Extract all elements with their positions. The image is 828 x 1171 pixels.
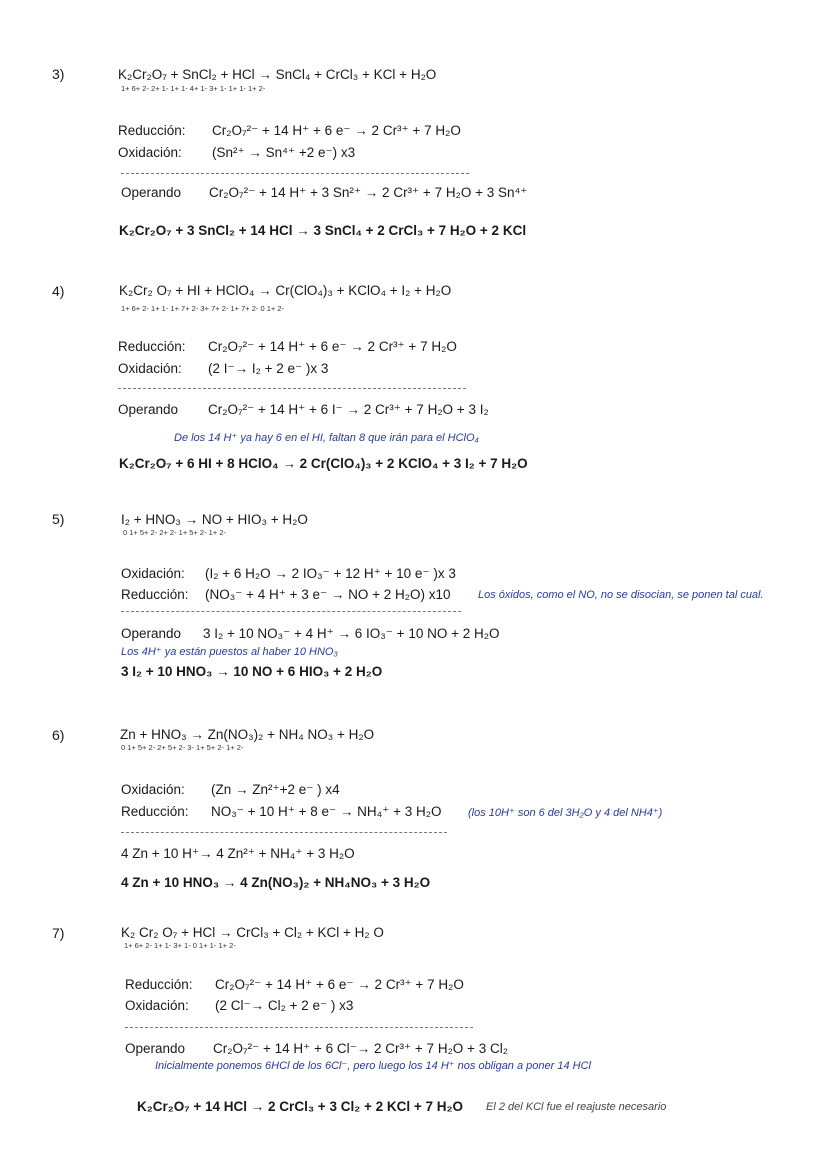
operando-label: Operando [125,1041,186,1056]
oxidation-states: 0 1+ 5+ 2- 2+ 2- 1+ 5+ 2- 1+ 2- [123,528,226,537]
section-number: 6) [52,727,65,743]
separator-line [121,611,461,612]
operando-eq: Cr₂O₇²⁻ + 14 H⁺ + 6 I⁻ → 2 Cr³⁺ + 7 H₂O + 3 I₂ [208,402,489,417]
reaction-equation: K₂ Cr₂ O₇ + HCl → CrCl₃ + Cl₂ + KCl + H₂ O [121,925,384,940]
operando-equation [121,185,527,201]
section-number: 7) [52,925,65,941]
explanatory-note: De los 14 H⁺ ya hay 6 en el HI, faltan 8 que irán para el HClO₄ [174,432,479,444]
reaction-equation: K₂Cr₂ O₇ + HI + HClO₄ → Cr(ClO₄)₃ + KClO₄ + I₂ + H₂O [119,283,452,298]
half-equation: (2 Cl⁻→ Cl₂ + 2 e⁻ ) x3 [215,998,354,1013]
separator-line [121,832,447,833]
oxidation-half-reaction [118,361,328,377]
side-note: Los óxidos, como el NO, no se disocian, se ponen tal cual. [478,589,764,601]
oxidation-states: 0 1+ 5+ 2- 2+ 5+ 2- 3- 1+ 5+ 2- 1+ 2- [121,743,244,752]
half-label: Reducción: [121,804,189,819]
final-equation: 3 I₂ + 10 HNO₃ → 10 NO + 6 HIO₃ + 2 H₂O [121,664,383,679]
half-label: Reducción: [118,123,186,138]
operando-equation: 4 Zn + 10 H⁺→ 4 Zn²⁺ + NH₄⁺ + 3 H₂O [121,846,355,861]
final-note: El 2 del KCl fue el reajuste necesario [486,1101,667,1113]
half-label: Oxidación: [118,361,182,376]
operando-equation [121,626,499,642]
reaction-equation: I₂ + HNO₃ → NO + HIO₃ + H₂O [121,512,308,527]
reduction-half-reaction [125,977,464,993]
explanatory-note: Los 4H⁺ ya están puestos al haber 10 HNO₃ [121,646,338,658]
oxidation-states: 1+ 6+ 2- 1+ 1- 1+ 7+ 2- 3+ 7+ 2- 1+ 7+ 2- 0 1+ 2- [121,304,285,313]
oxidation-states: 1+ 6+ 2- 2+ 1- 1+ 1- 4+ 1- 3+ 1- 1+ 1- 1+ 2- [121,84,266,93]
oxidation-half-reaction [118,145,355,161]
reaction-equation: Zn + HNO₃ → Zn(NO₃)₂ + NH₄ NO₃ + H₂O [120,727,375,742]
half-label: Oxidación: [121,782,185,797]
oxidation-half-reaction [121,566,456,582]
operando-eq: Cr₂O₇²⁻ + 14 H⁺ + 3 Sn²⁺ → 2 Cr³⁺ + 7 H₂O + 3 Sn⁴⁺ [209,185,528,200]
half-equation: (I₂ + 6 H₂O → 2 IO₃⁻ + 12 H⁺ + 10 e⁻ )x 3 [205,566,456,581]
section-number: 5) [52,511,65,527]
operando-equation [125,1041,508,1057]
half-label: Oxidación: [118,145,182,160]
half-label: Reducción: [125,977,193,992]
reduction-half-reaction [121,804,441,820]
oxidation-half-reaction [121,782,340,798]
half-label: Reducción: [118,339,186,354]
half-equation: NO₃⁻ + 10 H⁺ + 8 e⁻ → NH₄⁺ + 3 H₂O [211,804,442,819]
half-label: Oxidación: [121,566,185,581]
operando-equation [118,402,489,418]
operando-label: Operando [121,185,182,200]
final-equation: K₂Cr₂O₇ + 3 SnCl₂ + 14 HCl → 3 SnCl₄ + 2 CrCl₃ + 7 H₂O + 2 KCl [119,223,527,238]
half-equation: Cr₂O₇²⁻ + 14 H⁺ + 6 e⁻ → 2 Cr³⁺ + 7 H₂O [208,339,457,354]
separator-line [121,173,469,174]
half-equation: (Zn → Zn²⁺+2 e⁻ ) x4 [211,782,340,797]
final-equation: K₂Cr₂O₇ + 6 HI + 8 HClO₄ → 2 Cr(ClO₄)₃ + 2 KClO₄ + 3 I₂ + 7 H₂O [119,456,528,471]
operando-eq: 3 I₂ + 10 NO₃⁻ + 4 H⁺ → 6 IO₃⁻ + 10 NO + 2 H₂O [203,626,500,641]
section-number: 4) [52,283,65,299]
explanatory-note: Inicialmente ponemos 6HCl de los 6Cl⁻, pero luego los 14 H⁺ nos obligan a poner 14 HCl [155,1060,591,1072]
operando-eq: Cr₂O₇²⁻ + 14 H⁺ + 6 Cl⁻→ 2 Cr³⁺ + 7 H₂O + 3 Cl₂ [213,1041,508,1056]
section-number: 3) [52,66,65,82]
reduction-half-reaction [121,587,451,603]
half-equation: Cr₂O₇²⁻ + 14 H⁺ + 6 e⁻ → 2 Cr³⁺ + 7 H₂O [215,977,464,992]
reduction-half-reaction [118,339,457,355]
reaction-equation: K₂Cr₂O₇ + SnCl₂ + HCl → SnCl₄ + CrCl₃ + KCl + H₂O [118,67,437,82]
reduction-half-reaction [118,123,461,139]
oxidation-half-reaction [125,998,353,1014]
half-equation: (Sn²⁺ → Sn⁴⁺ +2 e⁻) x3 [212,145,356,160]
separator-line [118,388,466,389]
operando-label: Operando [118,402,179,417]
half-label: Oxidación: [125,998,189,1013]
half-equation: Cr₂O₇²⁻ + 14 H⁺ + 6 e⁻ → 2 Cr³⁺ + 7 H₂O [212,123,461,138]
oxidation-states: 1+ 6+ 2- 1+ 1- 3+ 1- 0 1+ 1- 1+ 2- [124,941,236,950]
half-equation: (2 I⁻→ I₂ + 2 e⁻ )x 3 [208,361,329,376]
separator-line [125,1027,473,1028]
operando-label: Operando [121,626,182,641]
final-equation: 4 Zn + 10 HNO₃ → 4 Zn(NO₃)₂ + NH₄NO₃ + 3 H₂O [121,875,431,890]
final-equation: K₂Cr₂O₇ + 14 HCl → 2 CrCl₃ + 3 Cl₂ + 2 KCl + 7 H₂O [137,1099,463,1114]
half-equation: (NO₃⁻ + 4 H⁺ + 3 e⁻ → NO + 2 H₂O) x10 [205,587,451,602]
side-note: (los 10H⁺ son 6 del 3H₂O y 4 del NH4⁺) [468,807,663,819]
half-label: Reducción: [121,587,189,602]
